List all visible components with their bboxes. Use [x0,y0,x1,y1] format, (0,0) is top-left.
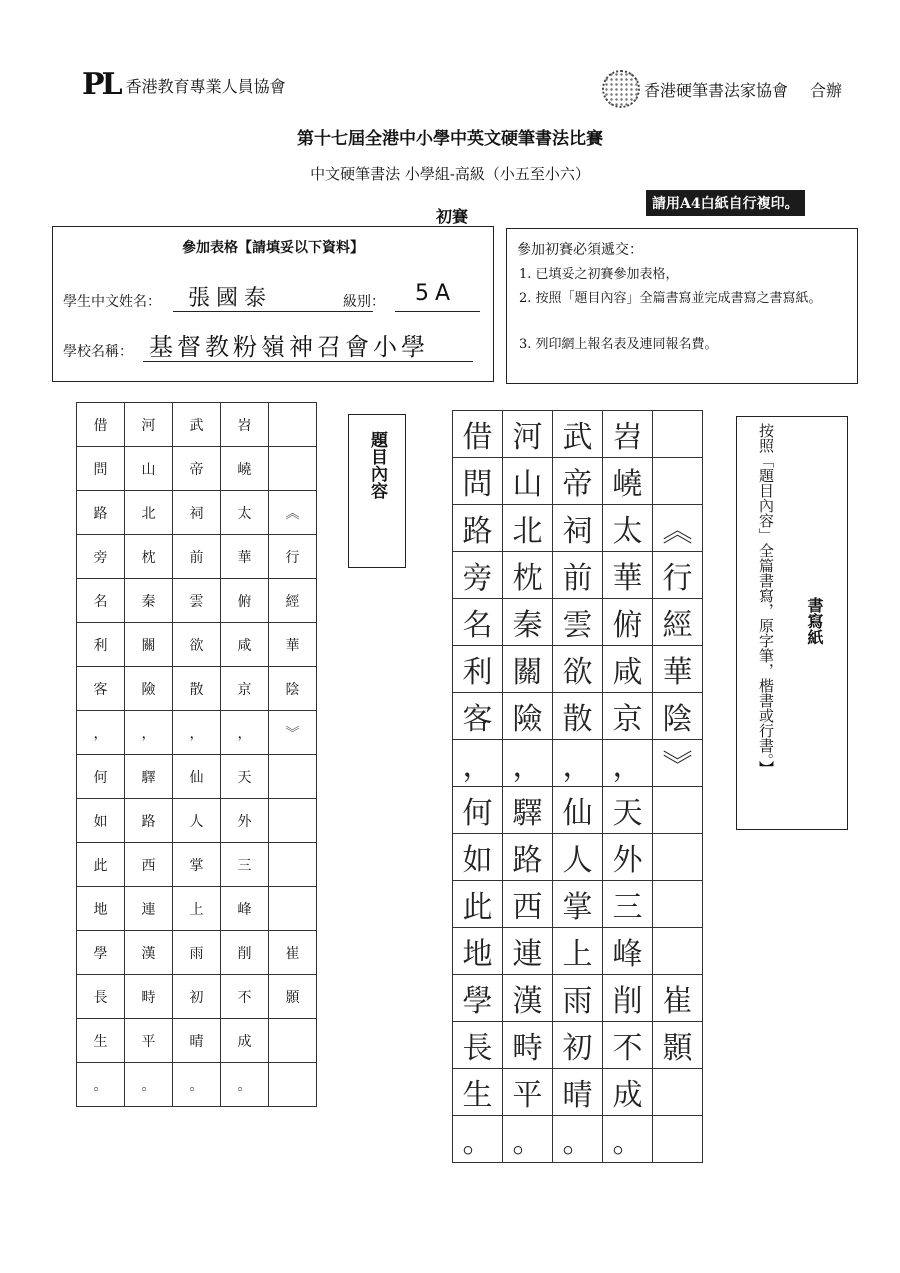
topic-grid-row [77,931,317,975]
topic-grid-cell: 長 [77,975,125,1019]
writing-grid [452,410,703,1163]
writing-grid-cell: 俯 [603,599,653,646]
topic-grid-cell: 嶢 [221,447,269,491]
topic-grid-row [77,755,317,799]
topic-label-box [348,414,406,568]
topic-grid-row [77,799,317,843]
writing-grid-cell: 何 [453,787,503,834]
org-left-name: 香港教育專業人員協會 [125,76,286,96]
writing-grid-cell: 客 [453,693,503,740]
writing-grid-cell: 借 [453,411,503,458]
topic-grid-cell: 北 [125,491,173,535]
writing-paper-title: 書寫紙 [805,597,824,645]
topic-grid-cell: 路 [125,799,173,843]
topic-grid-cell: 不 [221,975,269,1019]
topic-grid-cell: 武 [173,403,221,447]
topic-grid-cell: 河 [125,403,173,447]
writing-grid-row [453,693,703,740]
print-notice-badge: 請用A4白紙自行複印。 [646,190,805,216]
writing-grid-cell: 欲 [553,646,603,693]
topic-grid-cell: 崔 [269,931,317,975]
writing-grid-cell [653,881,703,928]
topic-grid-cell [269,843,317,887]
topic-grid-cell: 。 [125,1063,173,1107]
topic-grid-cell: 路 [77,491,125,535]
topic-grid-row [77,887,317,931]
topic-grid-cell: 華 [221,535,269,579]
writing-grid-cell: ， [553,740,603,787]
topic-grid-cell: 咸 [221,623,269,667]
writing-grid-row [453,881,703,928]
co-organize-label: 合辦 [810,80,843,100]
topic-grid-cell: 岧 [221,403,269,447]
topic-grid-cell: 客 [77,667,125,711]
writing-grid-cell: 仙 [553,787,603,834]
topic-grid-cell: 。 [221,1063,269,1107]
writing-grid-cell [653,787,703,834]
writing-grid-cell: 崔 [653,975,703,1022]
writing-grid-cell: ， [603,740,653,787]
topic-grid-cell: 京 [221,667,269,711]
topic-grid-cell [269,403,317,447]
writing-grid-cell: 名 [453,599,503,646]
topic-grid-cell [269,1063,317,1107]
topic-grid-cell: ， [221,711,269,755]
topic-grid-cell: 西 [125,843,173,887]
topic-grid-cell: ， [173,711,221,755]
writing-grid-cell: 秦 [503,599,553,646]
topic-grid-cell: 人 [173,799,221,843]
topic-grid-cell: ， [77,711,125,755]
writing-grid-row [453,740,703,787]
writing-grid-row [453,458,703,505]
writing-grid-cell: 外 [603,834,653,881]
name-field[interactable]: 張國泰 [188,286,273,311]
writing-grid-cell: 武 [553,411,603,458]
writing-grid-cell: 。 [503,1116,553,1163]
topic-grid-row [77,403,317,447]
writing-grid-cell: 行 [653,552,703,599]
org-right [602,70,842,108]
topic-grid-row [77,1019,317,1063]
writing-grid-row [453,646,703,693]
hkpta-logo-icon: PL [82,67,120,102]
writing-grid-cell: 峰 [603,928,653,975]
writing-grid-cell: 地 [453,928,503,975]
topic-grid-cell: 欲 [173,623,221,667]
writing-grid-cell: 如 [453,834,503,881]
topic-grid-cell: 帝 [173,447,221,491]
writing-grid-row [453,834,703,881]
writing-grid-cell: ， [453,740,503,787]
writing-grid-cell: 旁 [453,552,503,599]
writing-grid-cell: 初 [553,1022,603,1069]
writing-grid-cell: 。 [453,1116,503,1163]
writing-paper-box [736,416,848,830]
writing-grid-cell [653,928,703,975]
topic-grid-cell: 俯 [221,579,269,623]
topic-grid-row [77,447,317,491]
writing-grid-cell: 成 [603,1069,653,1116]
topic-grid-cell: 顥 [269,975,317,1019]
class-label: 級別： [343,294,385,310]
writing-grid-cell: 。 [603,1116,653,1163]
topic-grid-row [77,491,317,535]
writing-grid-cell: ︾ [653,740,703,787]
writing-grid-cell: 咸 [603,646,653,693]
requirement-item: 2. 按照「題目內容」全篇書寫並完成書寫之書寫紙。 [519,291,822,306]
writing-grid-cell: 顥 [653,1022,703,1069]
class-field[interactable]: 5A [415,281,457,306]
topic-grid-cell: ︽ [269,491,317,535]
writing-grid-cell [653,1069,703,1116]
writing-grid-cell: 晴 [553,1069,603,1116]
writing-grid-cell [653,411,703,458]
topic-grid-cell: 利 [77,623,125,667]
topic-grid-row [77,535,317,579]
topic-grid-cell: ， [125,711,173,755]
topic-grid-cell: 仙 [173,755,221,799]
writing-grid-cell: 此 [453,881,503,928]
writing-grid-row [453,505,703,552]
topic-grid-cell: 生 [77,1019,125,1063]
name-label: 學生中文姓名： [63,294,161,310]
writing-grid-cell: 學 [453,975,503,1022]
writing-grid-cell: 經 [653,599,703,646]
topic-grid-row [77,1063,317,1107]
topic-grid-cell: 初 [173,975,221,1019]
writing-grid-cell: 前 [553,552,603,599]
writing-grid-cell: 不 [603,1022,653,1069]
topic-grid-cell: 行 [269,535,317,579]
topic-grid-cell: 秦 [125,579,173,623]
topic-grid-cell: 名 [77,579,125,623]
writing-grid-cell: 太 [603,505,653,552]
topic-grid-cell: 旁 [77,535,125,579]
school-field[interactable]: 基督教粉嶺神召會小學 [149,333,429,361]
topic-grid-cell: 學 [77,931,125,975]
topic-grid-cell [269,447,317,491]
topic-grid-cell: 畤 [125,975,173,1019]
writing-grid-cell: 北 [503,505,553,552]
writing-grid-cell: 連 [503,928,553,975]
writing-grid-cell: 平 [503,1069,553,1116]
topic-grid-cell: 經 [269,579,317,623]
topic-grid-cell: 問 [77,447,125,491]
writing-grid-cell: 帝 [553,458,603,505]
topic-grid-row [77,843,317,887]
topic-grid-cell: 三 [221,843,269,887]
writing-grid-row [453,599,703,646]
school-label: 學校名稱： [63,344,133,360]
topic-grid-row [77,667,317,711]
writing-grid-cell: 天 [603,787,653,834]
writing-grid-cell: 路 [503,834,553,881]
form-heading: 參加表格【請填妥以下資料】 [182,240,364,256]
topic-grid-cell: 前 [173,535,221,579]
round-label: 初賽 [436,207,469,226]
topic-label: 題目內容 [367,431,387,499]
writing-grid-cell: 。 [553,1116,603,1163]
writing-grid-cell: 華 [603,552,653,599]
topic-grid-row [77,623,317,667]
entry-form [52,226,494,382]
topic-grid-row [77,579,317,623]
writing-grid-cell [653,1116,703,1163]
writing-grid-row [453,928,703,975]
writing-grid-cell: 岧 [603,411,653,458]
requirements-heading: 參加初賽必須遞交： [517,242,643,258]
topic-grid-cell: 山 [125,447,173,491]
topic-grid-cell: 關 [125,623,173,667]
writing-grid-cell [653,834,703,881]
topic-grid-cell: 此 [77,843,125,887]
writing-grid-cell: 河 [503,411,553,458]
requirement-item: 1. 已填妥之初賽參加表格， [519,267,679,282]
requirements-box [506,228,858,384]
writing-grid-cell: 生 [453,1069,503,1116]
writing-grid-cell: 京 [603,693,653,740]
writing-grid-cell: 畤 [503,1022,553,1069]
writing-grid-row [453,1116,703,1163]
writing-grid-row [453,787,703,834]
topic-grid-cell: 借 [77,403,125,447]
page-subtitle: 中文硬筆書法 小學組-高級（小五至小六） [310,165,590,183]
topic-grid-cell: 如 [77,799,125,843]
writing-grid-cell: ︽ [653,505,703,552]
writing-grid-cell: 人 [553,834,603,881]
writing-grid-cell: 散 [553,693,603,740]
topic-grid-cell [269,755,317,799]
writing-grid-cell: 利 [453,646,503,693]
topic-grid-cell: 外 [221,799,269,843]
topic-grid-cell: 險 [125,667,173,711]
topic-grid-cell: 上 [173,887,221,931]
topic-grid-cell: 散 [173,667,221,711]
topic-grid-cell: 削 [221,931,269,975]
writing-grid-row [453,1069,703,1116]
topic-grid-cell [269,799,317,843]
writing-grid-cell: 雲 [553,599,603,646]
topic-grid-cell: 地 [77,887,125,931]
writing-grid-cell: 問 [453,458,503,505]
writing-instruction: 按照「題目內容」全篇書寫，原字筆，楷書或行書。】 [757,423,775,776]
writing-grid-row [453,411,703,458]
topic-grid-cell: 何 [77,755,125,799]
topic-grid-cell: 祠 [173,491,221,535]
writing-grid-row [453,552,703,599]
writing-grid-cell: 山 [503,458,553,505]
topic-grid-cell: 陰 [269,667,317,711]
writing-grid-cell: 驛 [503,787,553,834]
writing-grid-cell: 漢 [503,975,553,1022]
topic-grid-cell: 。 [77,1063,125,1107]
topic-grid-cell: ︾ [269,711,317,755]
org-left [82,67,286,102]
writing-grid-cell: 西 [503,881,553,928]
writing-grid-cell: 華 [653,646,703,693]
page-title: 第十七屆全港中小學中英文硬筆書法比賽 [297,129,603,149]
topic-grid-row [77,711,317,755]
seal-logo-icon [602,70,640,108]
writing-grid-cell: 雨 [553,975,603,1022]
writing-grid-cell [653,458,703,505]
writing-grid-cell: 陰 [653,693,703,740]
topic-grid-cell: 雨 [173,931,221,975]
writing-grid-cell: 削 [603,975,653,1022]
topic-grid-cell: 成 [221,1019,269,1063]
writing-grid-cell: 上 [553,928,603,975]
writing-grid-cell: 掌 [553,881,603,928]
writing-grid-cell: 險 [503,693,553,740]
topic-grid [76,402,317,1107]
requirement-item: 3. 列印網上報名表及連同報名費。 [519,337,718,352]
writing-grid-cell: 嶢 [603,458,653,505]
writing-grid-cell: 祠 [553,505,603,552]
topic-grid-cell: 太 [221,491,269,535]
writing-grid-cell: ， [503,740,553,787]
writing-grid-cell: 長 [453,1022,503,1069]
topic-grid-cell: 華 [269,623,317,667]
topic-grid-cell: 連 [125,887,173,931]
topic-grid-cell: 雲 [173,579,221,623]
topic-grid-cell: 晴 [173,1019,221,1063]
writing-grid-row [453,975,703,1022]
topic-grid-cell: 漢 [125,931,173,975]
topic-grid-cell: 驛 [125,755,173,799]
topic-grid-cell: 枕 [125,535,173,579]
topic-grid-cell [269,1019,317,1063]
topic-grid-cell: 。 [173,1063,221,1107]
org-right-name: 香港硬筆書法家協會 [644,80,789,100]
topic-grid-cell: 掌 [173,843,221,887]
writing-grid-cell: 三 [603,881,653,928]
topic-grid-cell [269,887,317,931]
writing-grid-cell: 路 [453,505,503,552]
writing-grid-cell: 關 [503,646,553,693]
writing-grid-row [453,1022,703,1069]
topic-grid-cell: 峰 [221,887,269,931]
writing-grid-cell: 枕 [503,552,553,599]
topic-grid-cell: 平 [125,1019,173,1063]
topic-grid-cell: 天 [221,755,269,799]
topic-grid-row [77,975,317,1019]
